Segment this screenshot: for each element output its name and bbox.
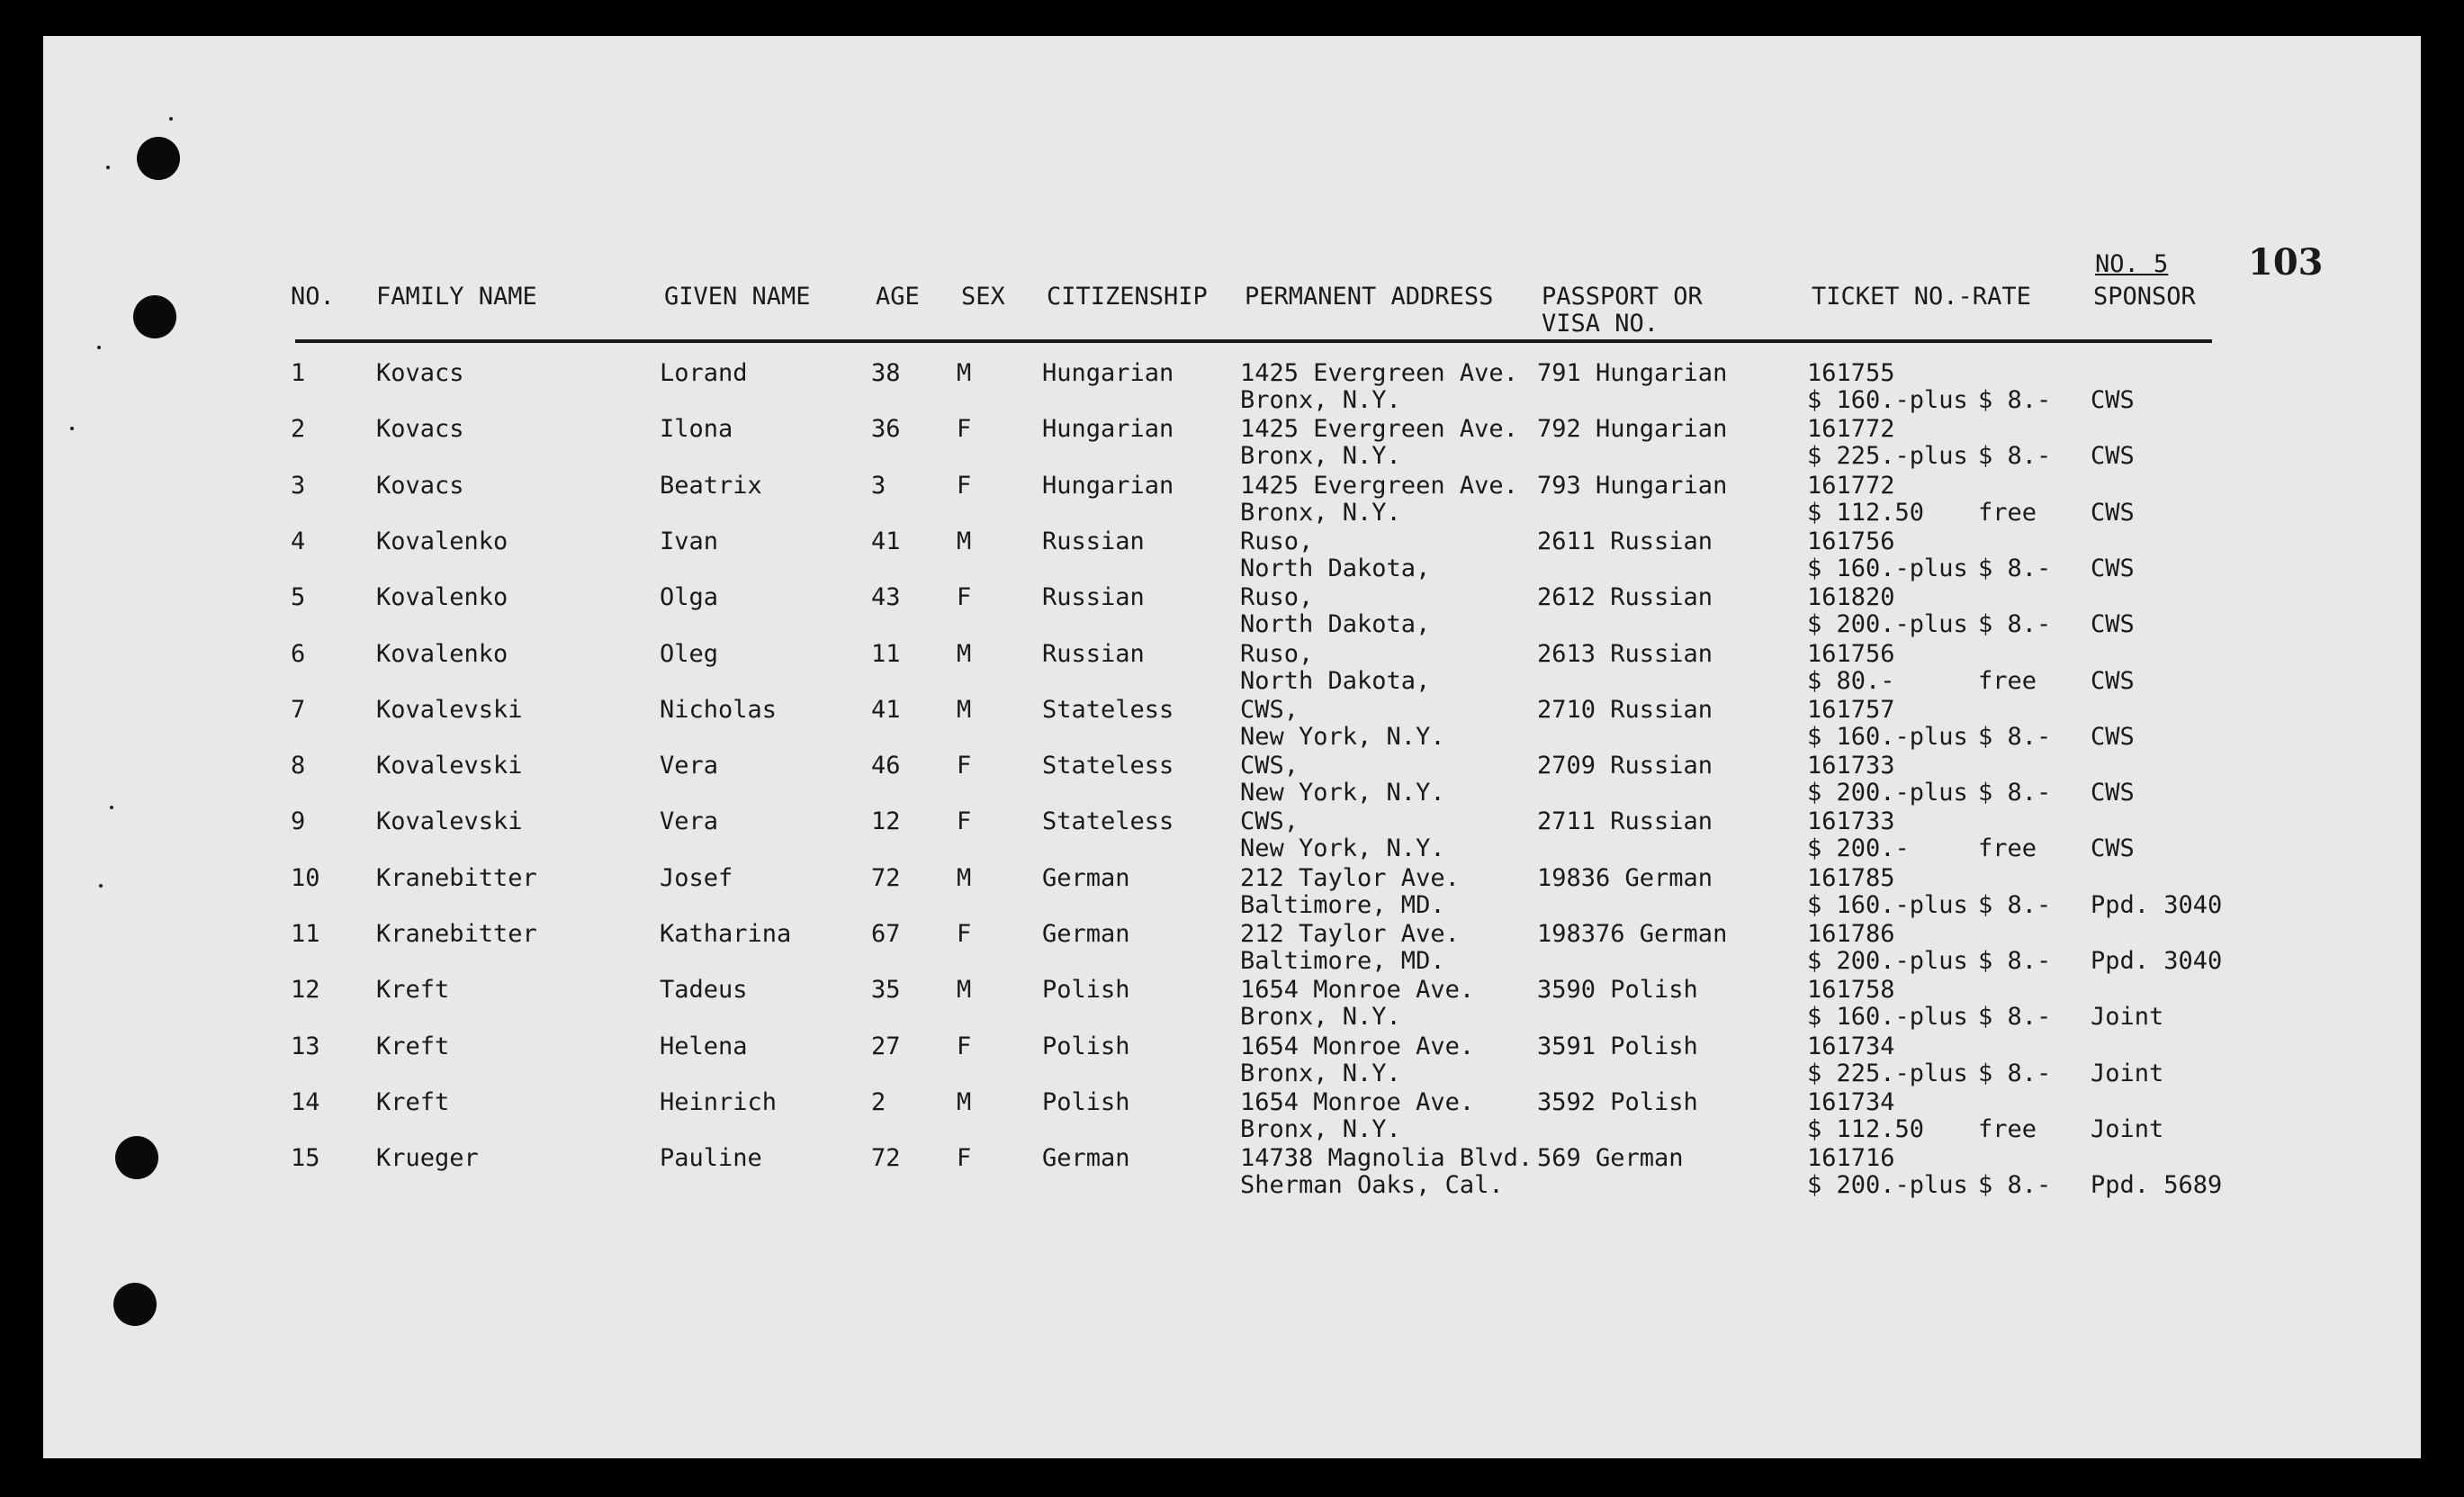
given-name: Beatrix: [660, 471, 762, 500]
table-row: [43, 808, 2421, 864]
ticket-rate: $ 200.-: [1807, 834, 1910, 863]
given-name: Vera: [660, 752, 719, 780]
ticket-number: 161772: [1807, 415, 1895, 444]
header-age: AGE: [876, 283, 920, 311]
header-permanent-address: PERMANENT ADDRESS: [1245, 283, 1494, 311]
address-line-2: Baltimore, MD.: [1240, 947, 1445, 975]
sex: F: [957, 920, 972, 948]
ticket-number: 161755: [1807, 359, 1895, 387]
ticket-number: 161786: [1807, 920, 1895, 948]
sponsor: CWS: [2091, 610, 2135, 639]
passport-visa-no: 791 Hungarian: [1537, 359, 1728, 387]
sex: M: [957, 976, 972, 1005]
sponsor: Joint: [2091, 1114, 2164, 1143]
family-name: Kovalevski: [376, 807, 523, 836]
row-number: 14: [291, 1087, 320, 1116]
header-sponsor: SPONSOR: [2093, 283, 2196, 311]
row-number: 7: [291, 695, 306, 724]
passport-visa-no: 792 Hungarian: [1537, 415, 1728, 444]
ticket-fee: $ 8.-: [1978, 722, 2052, 751]
ticket-fee: $ 8.-: [1978, 442, 2052, 471]
sponsor: CWS: [2091, 722, 2135, 751]
row-number: 11: [291, 920, 320, 948]
citizenship: Polish: [1042, 1087, 1130, 1116]
given-name: Josef: [660, 863, 733, 892]
speck: [106, 166, 110, 169]
sex: M: [957, 695, 972, 724]
address-line-1: Ruso,: [1240, 639, 1314, 668]
address-line-1: 1654 Monroe Ave.: [1240, 1032, 1475, 1060]
passport-visa-no: 793 Hungarian: [1537, 471, 1728, 500]
given-name: Ivan: [660, 527, 719, 555]
family-name: Kranebitter: [376, 863, 537, 892]
age: 67: [871, 920, 901, 948]
table-row: [43, 360, 2421, 416]
family-name: Krueger: [376, 1144, 479, 1173]
address-line-1: 1425 Evergreen Ave.: [1240, 415, 1518, 444]
given-name: Helena: [660, 1032, 748, 1060]
row-number: 9: [291, 807, 306, 836]
table-row: [43, 921, 2421, 977]
age: 72: [871, 863, 901, 892]
age: 41: [871, 527, 901, 555]
sponsor: Joint: [2091, 1059, 2164, 1087]
row-number: 3: [291, 471, 306, 500]
ticket-rate: $ 160.-plus: [1807, 722, 1968, 751]
punch-hole: [137, 137, 180, 180]
given-name: Oleg: [660, 639, 719, 668]
sex: F: [957, 583, 972, 612]
ticket-fee: $ 8.-: [1978, 1059, 2052, 1087]
row-number: 6: [291, 639, 306, 668]
ticket-fee: free: [1978, 666, 2037, 695]
address-line-1: 1425 Evergreen Ave.: [1240, 359, 1518, 387]
table-row: [43, 416, 2421, 472]
sponsor: Ppd. 3040: [2091, 947, 2223, 975]
header-family-name: FAMILY NAME: [376, 283, 537, 311]
ticket-number: 161772: [1807, 471, 1895, 500]
passport-visa-no: 2611 Russian: [1537, 527, 1713, 555]
ticket-number: 161756: [1807, 639, 1895, 668]
sex: M: [957, 527, 972, 555]
address-line-2: North Dakota,: [1240, 554, 1431, 582]
ticket-rate: $ 160.-plus: [1807, 890, 1968, 919]
citizenship: German: [1042, 1144, 1130, 1173]
sex: F: [957, 415, 972, 444]
header-no: NO.: [291, 283, 335, 311]
passport-visa-no: 3591 Polish: [1537, 1032, 1698, 1060]
ticket-rate: $ 200.-plus: [1807, 947, 1968, 975]
header-ticket-rate: TICKET NO.-RATE: [1812, 283, 2031, 311]
address-line-2: Bronx, N.Y.: [1240, 1059, 1401, 1087]
passport-visa-no: 3590 Polish: [1537, 976, 1698, 1005]
passport-visa-no: 198376 German: [1537, 920, 1728, 948]
ticket-rate: $ 112.50: [1807, 498, 1925, 527]
ticket-number: 161820: [1807, 583, 1895, 612]
address-line-1: 14738 Magnolia Blvd.: [1240, 1144, 1533, 1173]
given-name: Lorand: [660, 359, 748, 387]
address-line-2: Bronx, N.Y.: [1240, 442, 1401, 471]
row-number: 8: [291, 752, 306, 780]
row-number: 12: [291, 976, 320, 1005]
ticket-number: 161785: [1807, 863, 1895, 892]
address-line-1: CWS,: [1240, 752, 1299, 780]
ticket-fee: $ 8.-: [1978, 1003, 2052, 1032]
address-line-1: 1654 Monroe Ave.: [1240, 976, 1475, 1005]
row-number: 5: [291, 583, 306, 612]
age: 3: [871, 471, 886, 500]
age: 46: [871, 752, 901, 780]
family-name: Kreft: [376, 1087, 450, 1116]
given-name: Heinrich: [660, 1087, 778, 1116]
ticket-rate: $ 112.50: [1807, 1114, 1925, 1143]
ticket-rate: $ 160.-plus: [1807, 554, 1968, 582]
punch-hole: [113, 1283, 157, 1326]
family-name: Kovacs: [376, 471, 464, 500]
passport-visa-no: 2710 Russian: [1537, 695, 1713, 724]
row-number: 4: [291, 527, 306, 555]
ticket-rate: $ 160.-plus: [1807, 386, 1968, 414]
address-line-2: Sherman Oaks, Cal.: [1240, 1171, 1504, 1200]
table-row: [43, 473, 2421, 528]
ticket-rate: $ 200.-plus: [1807, 610, 1968, 639]
family-name: Kovalevski: [376, 695, 523, 724]
family-name: Kovalevski: [376, 752, 523, 780]
row-number: 2: [291, 415, 306, 444]
header-rule: [295, 339, 2212, 343]
address-line-2: North Dakota,: [1240, 666, 1431, 695]
address-line-1: CWS,: [1240, 807, 1299, 836]
ticket-number: 161733: [1807, 752, 1895, 780]
table-row: [43, 753, 2421, 808]
sex: M: [957, 1087, 972, 1116]
table-row: [43, 1145, 2421, 1201]
ticket-fee: $ 8.-: [1978, 947, 2052, 975]
given-name: Ilona: [660, 415, 733, 444]
address-line-1: CWS,: [1240, 695, 1299, 724]
passport-visa-no: 2612 Russian: [1537, 583, 1713, 612]
passport-visa-no: 3592 Polish: [1537, 1087, 1698, 1116]
page-number: 103: [2248, 241, 2324, 284]
given-name: Tadeus: [660, 976, 748, 1005]
table-row: [43, 977, 2421, 1033]
ticket-rate: $ 200.-plus: [1807, 779, 1968, 807]
address-line-2: Bronx, N.Y.: [1240, 1003, 1401, 1032]
ticket-number: 161757: [1807, 695, 1895, 724]
address-line-1: Ruso,: [1240, 527, 1314, 555]
given-name: Olga: [660, 583, 719, 612]
given-name: Vera: [660, 807, 719, 836]
punch-hole: [133, 295, 176, 338]
row-number: 13: [291, 1032, 320, 1060]
ticket-fee: free: [1978, 498, 2037, 527]
family-name: Kreft: [376, 1032, 450, 1060]
citizenship: German: [1042, 920, 1130, 948]
passport-visa-no: 19836 German: [1537, 863, 1713, 892]
passport-visa-no: 2613 Russian: [1537, 639, 1713, 668]
ticket-rate: $ 225.-plus: [1807, 1059, 1968, 1087]
citizenship: Hungarian: [1042, 359, 1174, 387]
address-line-2: North Dakota,: [1240, 610, 1431, 639]
sponsor: CWS: [2091, 834, 2135, 863]
table-row: [43, 528, 2421, 584]
address-line-1: 212 Taylor Ave.: [1240, 863, 1460, 892]
ticket-fee: $ 8.-: [1978, 386, 2052, 414]
address-line-1: 1425 Evergreen Ave.: [1240, 471, 1518, 500]
document-page: [43, 36, 2421, 1458]
ticket-number: 161756: [1807, 527, 1895, 555]
sex: M: [957, 639, 972, 668]
address-line-1: 1654 Monroe Ave.: [1240, 1087, 1475, 1116]
ticket-rate: $ 225.-plus: [1807, 442, 1968, 471]
age: 41: [871, 695, 901, 724]
given-name: Katharina: [660, 920, 792, 948]
age: 43: [871, 583, 901, 612]
address-line-2: Bronx, N.Y.: [1240, 1114, 1401, 1143]
table-row: [43, 697, 2421, 753]
ticket-number: 161734: [1807, 1032, 1895, 1060]
family-name: Kovalenko: [376, 583, 508, 612]
sex: F: [957, 1032, 972, 1060]
sponsor: Joint: [2091, 1003, 2164, 1032]
table-row: [43, 1033, 2421, 1089]
ticket-rate: $ 80.-: [1807, 666, 1895, 695]
citizenship: Hungarian: [1042, 471, 1174, 500]
ticket-fee: $ 8.-: [1978, 890, 2052, 919]
speck: [169, 117, 173, 121]
sex: F: [957, 471, 972, 500]
address-line-2: New York, N.Y.: [1240, 834, 1445, 863]
ticket-fee: $ 8.-: [1978, 1171, 2052, 1200]
ticket-fee: free: [1978, 834, 2037, 863]
sex: M: [957, 863, 972, 892]
address-line-2: Bronx, N.Y.: [1240, 498, 1401, 527]
speck: [97, 346, 101, 349]
ticket-number: 161734: [1807, 1087, 1895, 1116]
sponsor: CWS: [2091, 554, 2135, 582]
ticket-fee: $ 8.-: [1978, 779, 2052, 807]
sex: F: [957, 1144, 972, 1173]
age: 27: [871, 1032, 901, 1060]
passport-visa-no: 569 German: [1537, 1144, 1684, 1173]
citizenship: Russian: [1042, 527, 1145, 555]
citizenship: German: [1042, 863, 1130, 892]
sex: M: [957, 359, 972, 387]
table-row: [43, 641, 2421, 697]
citizenship: Polish: [1042, 1032, 1130, 1060]
sponsor: CWS: [2091, 779, 2135, 807]
age: 11: [871, 639, 901, 668]
header-citizenship: CITIZENSHIP: [1047, 283, 1208, 311]
address-line-2: New York, N.Y.: [1240, 722, 1445, 751]
sponsor: Ppd. 3040: [2091, 890, 2223, 919]
age: 2: [871, 1087, 886, 1116]
sponsor: CWS: [2091, 498, 2135, 527]
ticket-fee: $ 8.-: [1978, 554, 2052, 582]
ticket-fee: $ 8.-: [1978, 610, 2052, 639]
address-line-1: 212 Taylor Ave.: [1240, 920, 1460, 948]
address-line-2: New York, N.Y.: [1240, 779, 1445, 807]
citizenship: Hungarian: [1042, 415, 1174, 444]
citizenship: Russian: [1042, 639, 1145, 668]
sex: F: [957, 807, 972, 836]
family-name: Kovacs: [376, 415, 464, 444]
citizenship: Stateless: [1042, 807, 1174, 836]
citizenship: Polish: [1042, 976, 1130, 1005]
sponsor: CWS: [2091, 386, 2135, 414]
given-name: Nicholas: [660, 695, 778, 724]
ticket-rate: $ 200.-plus: [1807, 1171, 1968, 1200]
address-line-1: Ruso,: [1240, 583, 1314, 612]
row-number: 10: [291, 863, 320, 892]
sex: F: [957, 752, 972, 780]
sponsor: Ppd. 5689: [2091, 1171, 2223, 1200]
address-line-2: Bronx, N.Y.: [1240, 386, 1401, 414]
age: 12: [871, 807, 901, 836]
sponsor: CWS: [2091, 666, 2135, 695]
ticket-number: 161733: [1807, 807, 1895, 836]
ticket-number: 161716: [1807, 1144, 1895, 1173]
passport-visa-no: 2709 Russian: [1537, 752, 1713, 780]
family-name: Kreft: [376, 976, 450, 1005]
family-name: Kovacs: [376, 359, 464, 387]
age: 72: [871, 1144, 901, 1173]
table-row: [43, 865, 2421, 921]
family-name: Kranebitter: [376, 920, 537, 948]
row-number: 1: [291, 359, 306, 387]
sponsor: CWS: [2091, 442, 2135, 471]
sheet-number: NO. 5: [2095, 250, 2169, 278]
ticket-number: 161758: [1807, 976, 1895, 1005]
age: 38: [871, 359, 901, 387]
age: 36: [871, 415, 901, 444]
age: 35: [871, 976, 901, 1005]
citizenship: Stateless: [1042, 752, 1174, 780]
header-passport-line1: PASSPORT OR: [1542, 283, 1703, 311]
family-name: Kovalenko: [376, 639, 508, 668]
table-row: [43, 1089, 2421, 1145]
address-line-2: Baltimore, MD.: [1240, 890, 1445, 919]
table-row: [43, 584, 2421, 640]
citizenship: Stateless: [1042, 695, 1174, 724]
citizenship: Russian: [1042, 583, 1145, 612]
header-sex: SEX: [961, 283, 1005, 311]
row-number: 15: [291, 1144, 320, 1173]
ticket-fee: free: [1978, 1114, 2037, 1143]
passport-visa-no: 2711 Russian: [1537, 807, 1713, 836]
header-passport-line2: VISA NO.: [1542, 310, 1659, 338]
given-name: Pauline: [660, 1144, 762, 1173]
header-given-name: GIVEN NAME: [664, 283, 811, 311]
family-name: Kovalenko: [376, 527, 508, 555]
ticket-rate: $ 160.-plus: [1807, 1003, 1968, 1032]
